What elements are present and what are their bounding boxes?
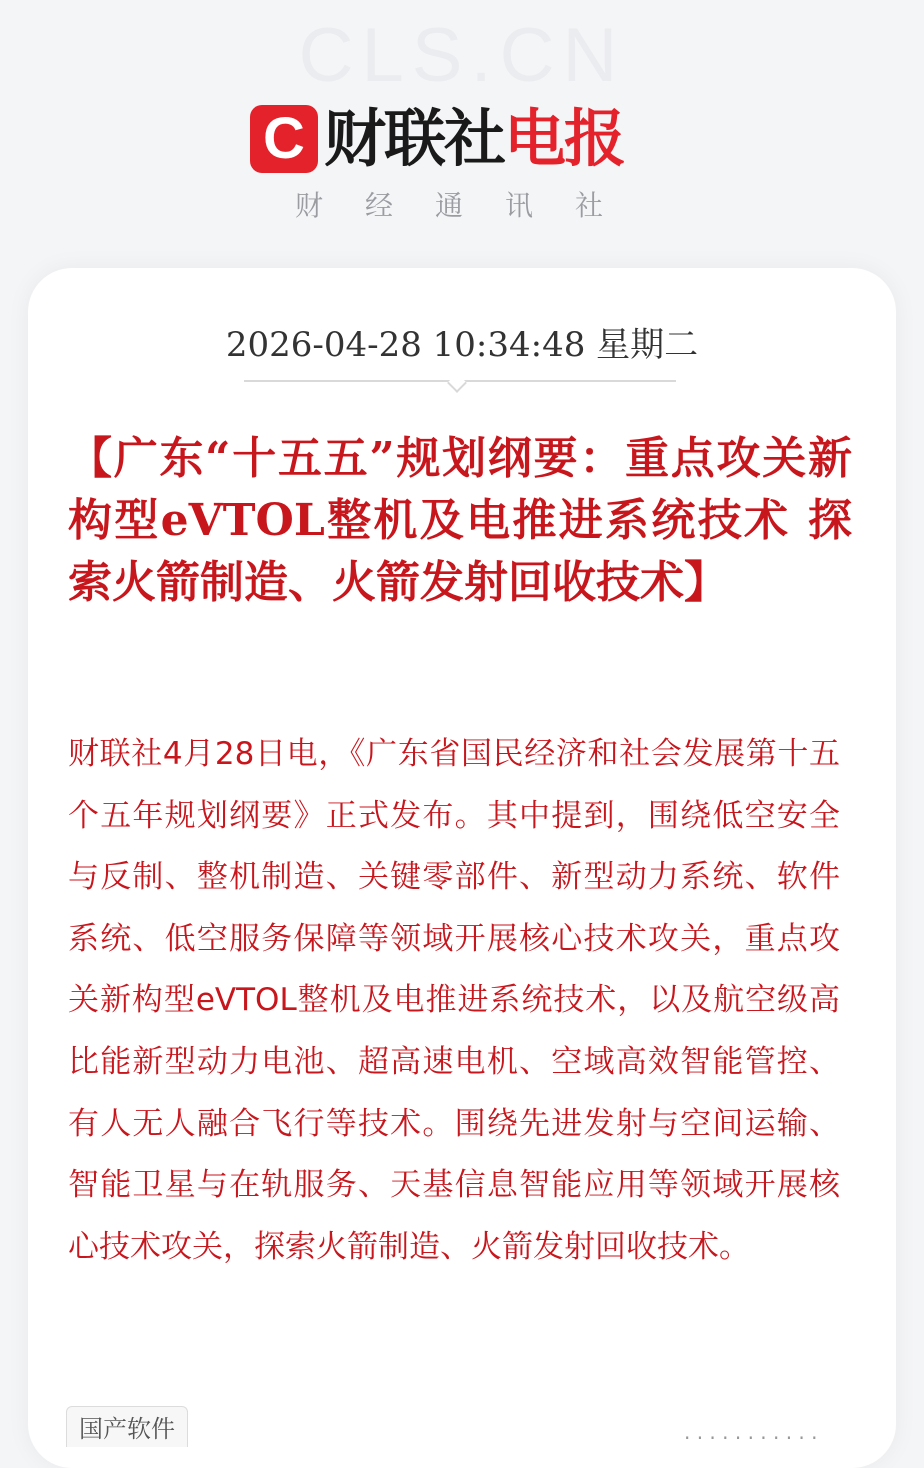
brand-logo-icon: C bbox=[250, 105, 318, 173]
watermark-text: CLS.CN bbox=[298, 13, 626, 98]
brand-slogan: 财经通讯社 bbox=[295, 189, 646, 222]
article-headline: 【广东“十五五”规划纲要：重点攻关新构型eVTOL整机及电推进系统技术 探索火箭制造、火箭发射回收技术】 bbox=[68, 433, 852, 608]
article-datetime: 2026-04-28 10:34:48 星期二 bbox=[225, 325, 699, 365]
brand-accent: 电报 bbox=[504, 102, 625, 175]
brand-name: 财联社 bbox=[324, 102, 505, 175]
brand-header bbox=[250, 104, 624, 174]
footer-cutoff-text: · · · · · · · · · · · bbox=[684, 1428, 818, 1445]
article-body: 财联社4月28日电，《广东省国民经济和社会发展第十五个五年规划纲要》正式发布。其中提到，围绕低空安全与反制、整机制造、关键零部件、新型动力系统、软件系统、低空服务保障等领域开展核心技术攻关，重点攻关新构型eVTOL整机及电推进系统技术，以及航空级高比能新型动力电池、超高速电机、空域高效智能管控、有人无人融合飞行等技术。围绕先进发射与空间运输、智能卫星与在轨服务、天基信息智能应用等领域开展核心技术攻关，探索火箭制造、火箭发射回收技术。 bbox=[68, 736, 840, 1265]
tag-chip[interactable]: 国产软件 bbox=[66, 1406, 188, 1447]
